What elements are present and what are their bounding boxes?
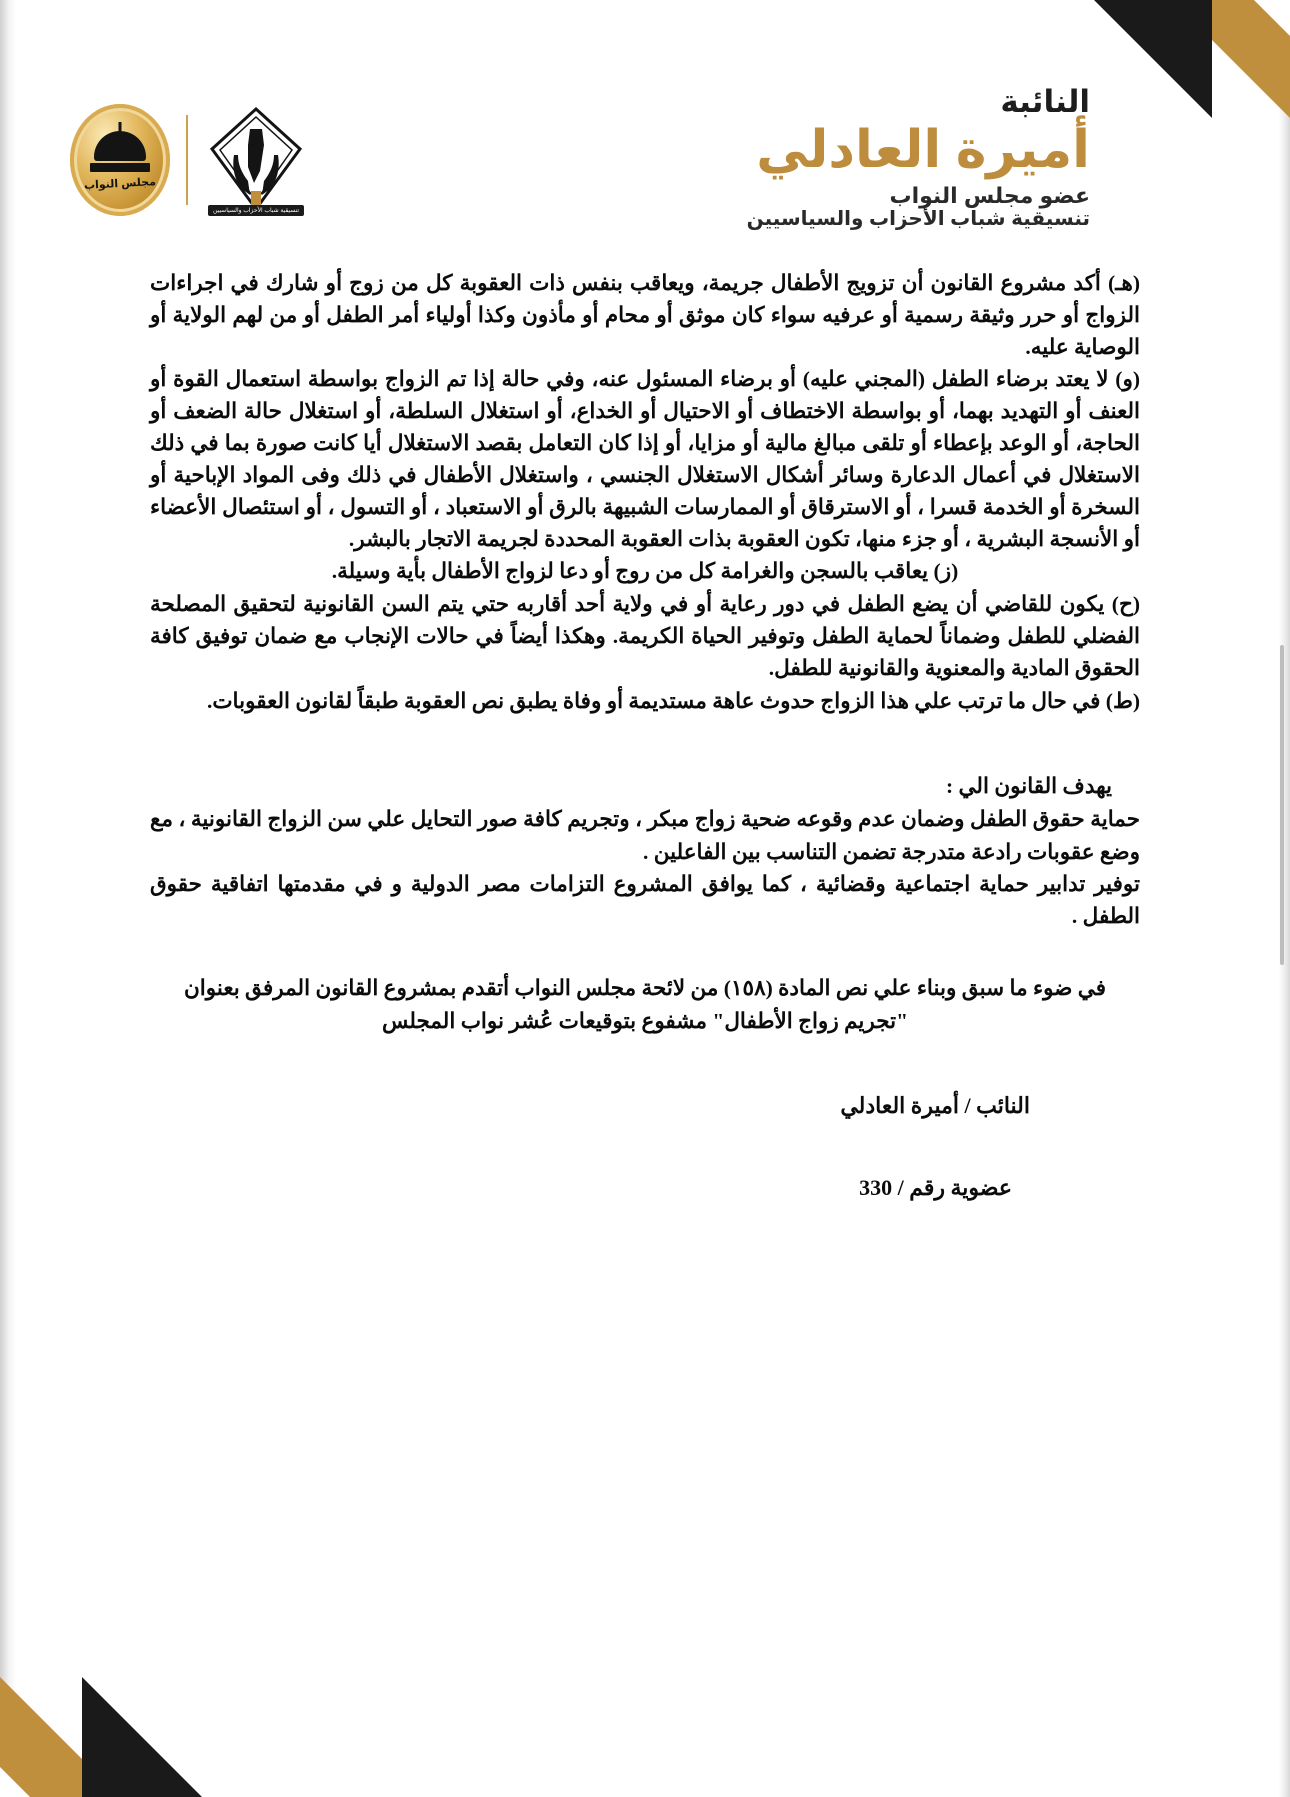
corner-decoration-notch-top-right (1254, 0, 1290, 36)
clause-paragraph-waw: (و) لا يعتد برضاء الطفل (المجني عليه) أو برضاء المسئول عنه، وفي حالة إذا تم الزواج بواسطة استعمال القوة أو العنف أو التهديد بهما، أو بواسطة الاختطاف أو الاحتيال أو الخداع، أو استغلال السلطة، أو استغلال حالة الضعف أو الحاجة، أو الوعد بإعطاء أو تلقى مبالغ مالية أو مزايا، أو إذا كان التعامل بقصد الاستغلال أيا كانت صورة بما في ذلك الاستغلال في أعمال الدعارة وسائر أشكال الاستغلال الجنسي ، واستغلال الأطفال في ذلك وفى المواد الإباحية أو السخرة أو الخدمة قسرا ، أو الاسترقاق أو الممارسات الشبيهة بالرق أو الاستعباد ، أو التسول ، أو استئصال الأعضاء أو الأنسجة البشرية ، أو جزء منها، تكون العقوبة بذات العقوبة المحددة لجريمة الاتجار بالبشر. (150, 367, 1140, 551)
logo-divider (186, 115, 188, 205)
corner-decoration-notch-bottom-left (0, 1767, 30, 1797)
header-member-role: عضو مجلس النواب (889, 182, 1090, 208)
coordination-youth-parties-logo (204, 102, 308, 218)
signature-name: النائب / أميرة العادلي (840, 1092, 1030, 1118)
signature-spacer (150, 1119, 1030, 1175)
clause-paragraph-he: (هـ) أكد مشروع القانون أن تزويج الأطفال جريمة، ويعاقب بنفس ذات العقوبة كل من زوج أو شارك في اجراءات الزواج أو حرر وثيقة رسمية أو عرفيه سواء كان موثق أو محام أو مأذون وكذا أولياء أمر الطفل أو من لهم الولاية أو الوصاية عليه. (150, 271, 1140, 359)
closing-statement: في ضوء ما سبق وبناء علي نص المادة (١٥٨) من لائحة مجلس النواب أتقدم بمشروع القانون المرفق بعنوان "تجريم زواج الأطفال" مشفوع بتوقيعات عُشر نواب المجلس (183, 976, 1107, 1033)
coordination-diamond-icon (204, 105, 308, 215)
section-spacer-2 (150, 932, 1140, 972)
signature-block (150, 1093, 1140, 1201)
page-edge-shadow-left (0, 0, 16, 1797)
seal-inner-graphic (83, 118, 157, 202)
scrollbar-indicator[interactable] (1280, 645, 1284, 965)
clause-paragraph-hah: (ح) يكون للقاضي أن يضع الطفل في دور رعاية أو في ولاية أحد أقاربه حتي يتم السن القانونية لتحقيق المصلحة الفضلي للطفل وضماناً لحماية الطفل وتوفير الحياة الكريمة. وهكذا أيضاً في حالات الإنجاب مع ضمان توفيق كافة الحقوق المادية والمعنوية والقانونية للطفل. (150, 592, 1140, 680)
seal-logo-text: مجلس النواب (83, 175, 157, 192)
section-spacer-1 (150, 718, 1140, 774)
corner-decoration-black-bottom-left (82, 1677, 202, 1797)
goals-line-1: حماية حقوق الطفل وضمان عدم وقوعه ضحية زواج مبكر ، وتجريم كافة صور التحايل علي سن الزواج القانونية ، مع وضع عقوبات رادعة متدرجة تضمن التناسب بين الفاعلين . (150, 807, 1140, 864)
parliament-base-icon (90, 163, 150, 172)
section-spacer-3 (150, 1037, 1140, 1093)
document-body (150, 268, 1140, 1201)
parliament-seal-logo (70, 104, 170, 216)
coordination-logo-caption: تنسيقية شباب الأحزاب والسياسيين (208, 205, 304, 216)
goals-line-2: توفير تدابير حماية اجتماعية وقضائية ، كما يوافق المشروع التزامات مصر الدولية و في مقدمتها اتفاقية حقوق الطفل . (150, 871, 1140, 929)
goals-heading: يهدف القانون الي : (945, 774, 1112, 799)
header-text-block (747, 86, 1090, 230)
parliament-dome-icon (94, 131, 146, 161)
clause-paragraph-zay: (ز) يعاقب بالسجن والغرامة كل من روج أو دعا لزواج الأطفال بأية وسيلة. (331, 559, 959, 584)
header-member-name: أميرة العادلي (756, 120, 1090, 179)
header-logos (70, 86, 308, 218)
document-header (0, 86, 1290, 261)
header-organization: تنسيقية شباب الأحزاب والسياسيين (746, 207, 1090, 230)
header-deputy-label: النائبة (1000, 84, 1090, 119)
signature-membership-number: عضوية رقم / 330 (859, 1174, 1012, 1200)
clause-paragraph-tah: (ط) في حال ما ترتب علي هذا الزواج حدوث عاهة مستديمة أو وفاة يطبق نص العقوبة طبقاً لقانون العقوبات. (206, 688, 1140, 713)
